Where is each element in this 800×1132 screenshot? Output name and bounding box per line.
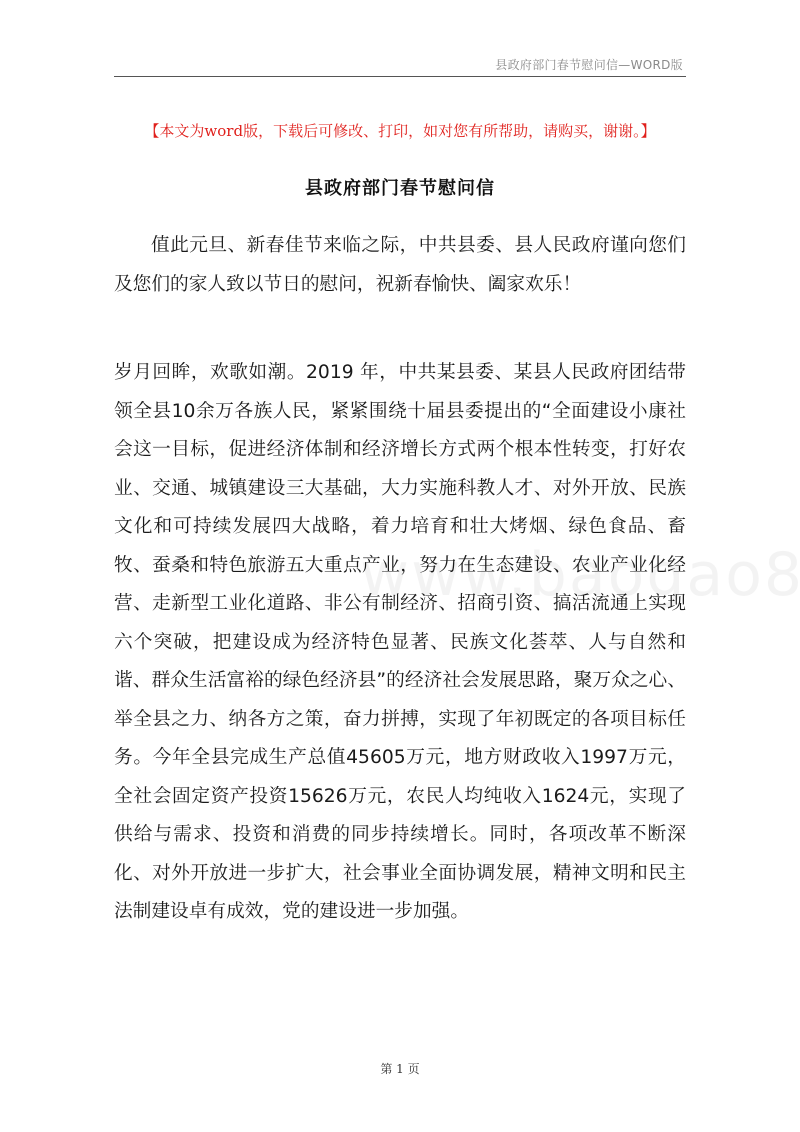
watermark [360, 540, 800, 610]
document-title: 县政府部门春节慰问信 [305, 178, 495, 199]
header-divider [114, 76, 686, 77]
page-number: 第 1 页 [380, 1062, 420, 1076]
paragraph-review: 岁月回眸，欢歌如潮。2019 年，中共某县委、某县人民政府团结带领全县10余万各族人民，紧紧围绕十届县委提出的“全面建设小康社会这一目标，促进经济体制和经济增长方式两个根本性转变，打好农业、交通、城镇建设三大基础，大力实施科教人才、对外开放、民族文化和可持续发展四大战略，着力培育和壮大烤烟、绿色食品、畜牧、蚕桑和特色旅游五大重点产业，努力在生态建设、农业产业化经营、走新型工业化道路、非公有制经济、招商引资、搞活流通上实现六个突破，把建设成为经济特色显著、民族文化荟萃、人与自然和谐、群众生活富裕的绿色经济县”的经济社会发展思路，聚万众之心、举全县之力、纳各方之策，奋力拼搏，实现了年初既定的各项目标任务。今年全县完成生产总值45605万元，地方财政收入1997万元，全社会固定资产投资15626万元，农民人均纯收入1624元，实现了供给与需求、投资和消费的同步持续增长。同时，各项改革不断深化、对外开放进一步扩大，社会事业全面协调发展，精神文明和民主法制建设卓有成效，党的建设进一步加强。 [114, 362, 686, 922]
download-notice: 【本文为word版，下载后可修改、打印，如对您有所帮助，请购买，谢谢。】 [144, 122, 656, 140]
paragraph-greeting: 值此元旦、新春佳节来临之际，中共县委、县人民政府谨向您们及您们的家人致以节日的慰问，祝新春愉快、阖家欢乐！ [114, 235, 686, 295]
running-header: 县政府部门春节慰问信—WORD版 [495, 58, 683, 72]
